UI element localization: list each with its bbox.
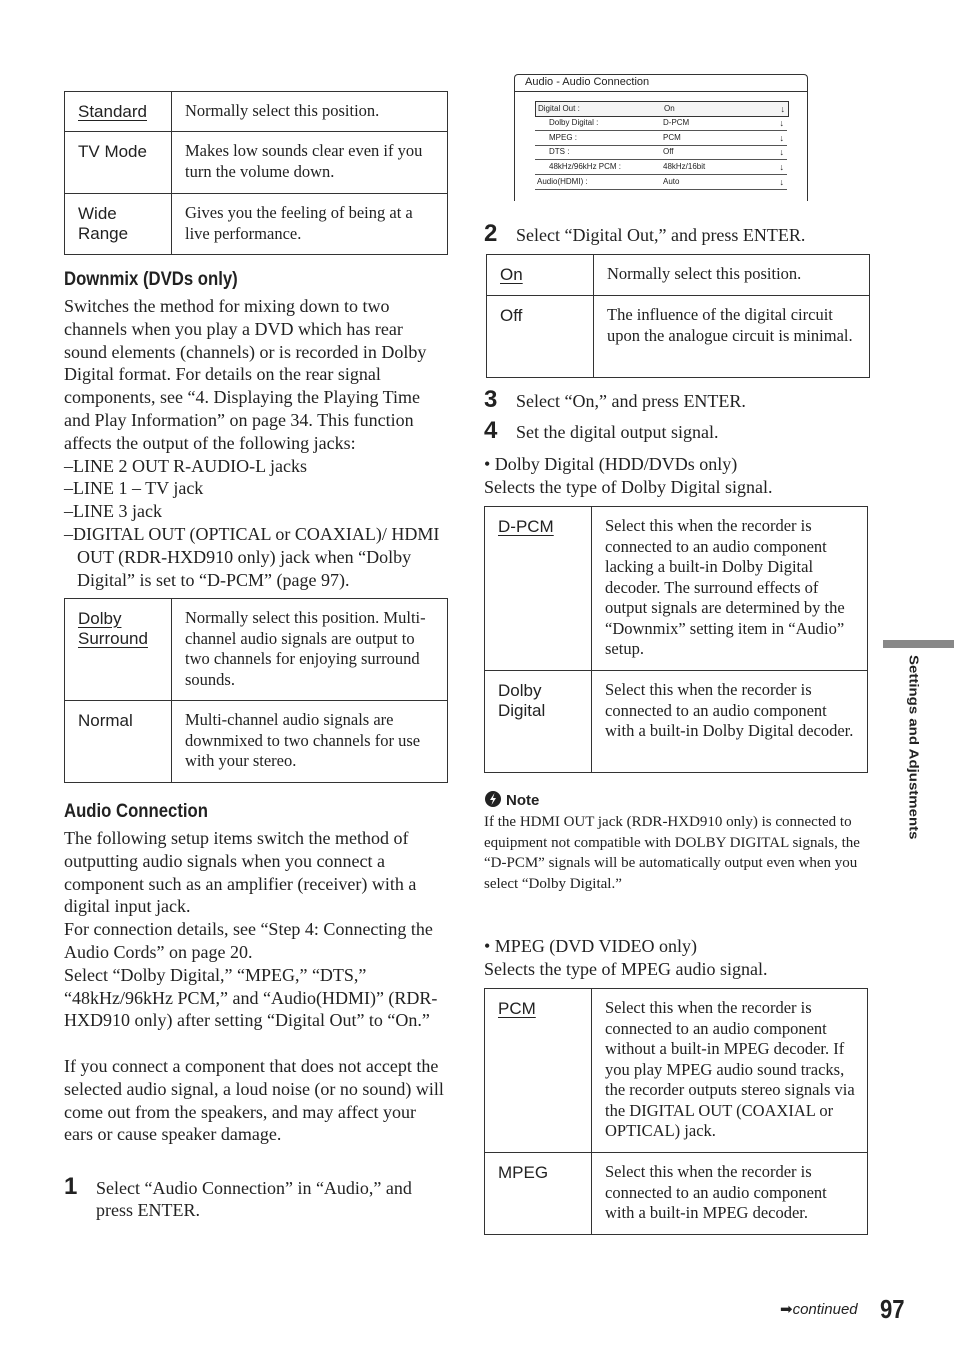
- paragraph: Select “Dolby Digital,” “MPEG,” “DTS,” “48kHz/96kHz PCM,” and “Audio(HDMI)” (RDR-HXD910 only) after setting “Digital Out” to “On.”: [64, 964, 438, 1031]
- options-table-5: [484, 988, 868, 1235]
- screen-row-audio-hdmi[interactable]: Audio(HDMI) : Auto ↓: [535, 175, 787, 190]
- table-desc: Makes low sounds clear even if you turn the volume down.: [172, 132, 448, 194]
- audio-connection-body: [64, 827, 448, 1146]
- table-desc: Normally select this position. Multi-channel audio signals are output to two channels for enjoying surround sounds.: [172, 599, 448, 701]
- table-desc: The influence of the digital circuit upon the analogue circuit is minimal.: [594, 296, 870, 378]
- mpeg-bullet: • MPEG (DVD VIDEO only): [484, 936, 697, 956]
- audio-connection-screen: [514, 74, 808, 201]
- table-key: Dolby Surround: [65, 599, 172, 701]
- paragraph: If you connect a component that does not accept the selected audio signal, a loud noise (or no sound) will come out from the speakers, and may affect your ears or cause speaker damage.: [64, 1055, 444, 1145]
- note-icon: [484, 790, 502, 808]
- note-text: If the HDMI OUT jack (RDR-HXD910 only) is connected to equipment not compatible with DOLBY DIGITAL signals, the “D-PCM” signals will be automatically output even when you select “Dolby Digital.”: [484, 814, 860, 892]
- step-text: Select “On,” and press ENTER.: [516, 391, 746, 411]
- step-number: 2: [484, 220, 498, 247]
- section-heading-downmix: Downmix (DVDs only): [64, 269, 238, 290]
- section-side-label: Settings and Adjustments: [906, 655, 921, 840]
- table-desc: Normally select this position.: [594, 255, 870, 296]
- down-arrow-icon: ↓: [779, 147, 784, 157]
- table-key: Normal: [65, 701, 172, 783]
- step-text: Select “Digital Out,” and press ENTER.: [516, 225, 806, 245]
- right-arrow-icon: ➡: [780, 1301, 793, 1318]
- section-heading-audio-connection: Audio Connection: [64, 801, 208, 822]
- screen-title: Audio - Audio Connection: [525, 76, 650, 88]
- table-key: On: [487, 255, 594, 296]
- paragraph: For connection details, see “Step 4: Connecting the Audio Cords” on page 20.: [64, 919, 433, 962]
- continued-label: ➡continued: [780, 1301, 858, 1318]
- screen-row-mpeg[interactable]: MPEG : PCM ↓: [535, 131, 787, 146]
- table-desc: Select this when the recorder is connected to an audio component without a built-in MPEG decoder. If you play MPEG audio sound tracks, the recorder outputs stereo signals via the DIGITAL OUT (COAXIAL or OPTICAL) jack.: [592, 989, 868, 1153]
- screen-row-dts[interactable]: DTS : Off ↓: [535, 145, 787, 160]
- down-arrow-icon: ↓: [780, 104, 785, 114]
- dolby-bullet: • Dolby Digital (HDD/DVDs only): [484, 454, 738, 474]
- table-key: D-PCM: [485, 507, 592, 671]
- table-key: Standard: [65, 92, 172, 132]
- table-desc: Normally select this position.: [172, 92, 448, 132]
- downmix-paragraph: Switches the method for mixing down to two channels when you play a DVD which has rear sound elements (channels) or is recorded in Dolby Digital format. For details on the rear signal components, see “4. Displaying the Playing Time and Play Information” on page 34. This function affects the output of the following jacks:: [64, 296, 427, 453]
- table-desc: Select this when the recorder is connected to an audio component with a built-in Dolby Digital decoder.: [592, 671, 868, 773]
- screen-row-digital-out[interactable]: Digital Out : On ↓: [535, 101, 789, 117]
- table-desc: Multi-channel audio signals are downmixed to two channels for use with your stereo.: [172, 701, 448, 783]
- table-key: Wide Range: [65, 194, 172, 255]
- jack-item: –LINE 1 – TV jack: [64, 478, 204, 499]
- section-tab-bar: [883, 640, 954, 648]
- table-key: PCM: [485, 989, 592, 1153]
- screen-row-pcm[interactable]: 48kHz/96kHz PCM : 48kHz/16bit ↓: [535, 160, 787, 175]
- table-key: Off: [487, 296, 594, 378]
- step-text: Set the digital output signal.: [516, 422, 719, 442]
- step-number: 4: [484, 417, 498, 444]
- dolby-subtitle: Selects the type of Dolby Digital signal.: [484, 477, 773, 497]
- table-desc: Gives you the feeling of being at a live performance.: [172, 194, 448, 255]
- table-key: MPEG: [485, 1153, 592, 1235]
- options-table-2: [64, 598, 448, 783]
- table-desc: Select this when the recorder is connected to an audio component with a built-in MPEG decoder.: [592, 1153, 868, 1235]
- down-arrow-icon: ↓: [779, 118, 784, 128]
- table-key: Dolby Digital: [485, 671, 592, 773]
- step-number: 1: [64, 1173, 78, 1200]
- jack-item: –LINE 2 OUT R-AUDIO-L jacks: [64, 455, 307, 476]
- paragraph: The following setup items switch the method of outputting audio signals when you connect a component such as an amplifier (receiver) with a digital input jack.: [64, 828, 417, 917]
- mpeg-subtitle: Selects the type of MPEG audio signal.: [484, 959, 768, 979]
- note-heading: Note: [484, 790, 539, 809]
- step-number: 3: [484, 386, 498, 413]
- table-desc: Select this when the recorder is connected to an audio component lacking a built-in Dolby Digital decoder. The surround effects of output signals are determined by the “Downmix” setting item in “Audio” setup.: [592, 507, 868, 671]
- screen-row-dolby-digital[interactable]: Dolby Digital : D-PCM ↓: [535, 116, 787, 131]
- page-number: 97: [880, 1294, 905, 1324]
- down-arrow-icon: ↓: [779, 162, 784, 172]
- step-text: Select “Audio Connection” in “Audio,” and press ENTER.: [96, 1178, 412, 1220]
- jack-item: –DIGITAL OUT (OPTICAL or COAXIAL)/ HDMI OUT (RDR-HXD910 only) jack when “Dolby Digital” is set to “D-PCM” (page 97).: [64, 523, 440, 590]
- options-table-1: [64, 91, 448, 255]
- options-table-4: [484, 506, 868, 773]
- options-table-3: [486, 254, 870, 378]
- down-arrow-icon: ↓: [779, 177, 784, 187]
- jack-item: –LINE 3 jack: [64, 501, 162, 522]
- down-arrow-icon: ↓: [779, 133, 784, 143]
- downmix-body: [64, 295, 448, 591]
- table-key: TV Mode: [65, 132, 172, 194]
